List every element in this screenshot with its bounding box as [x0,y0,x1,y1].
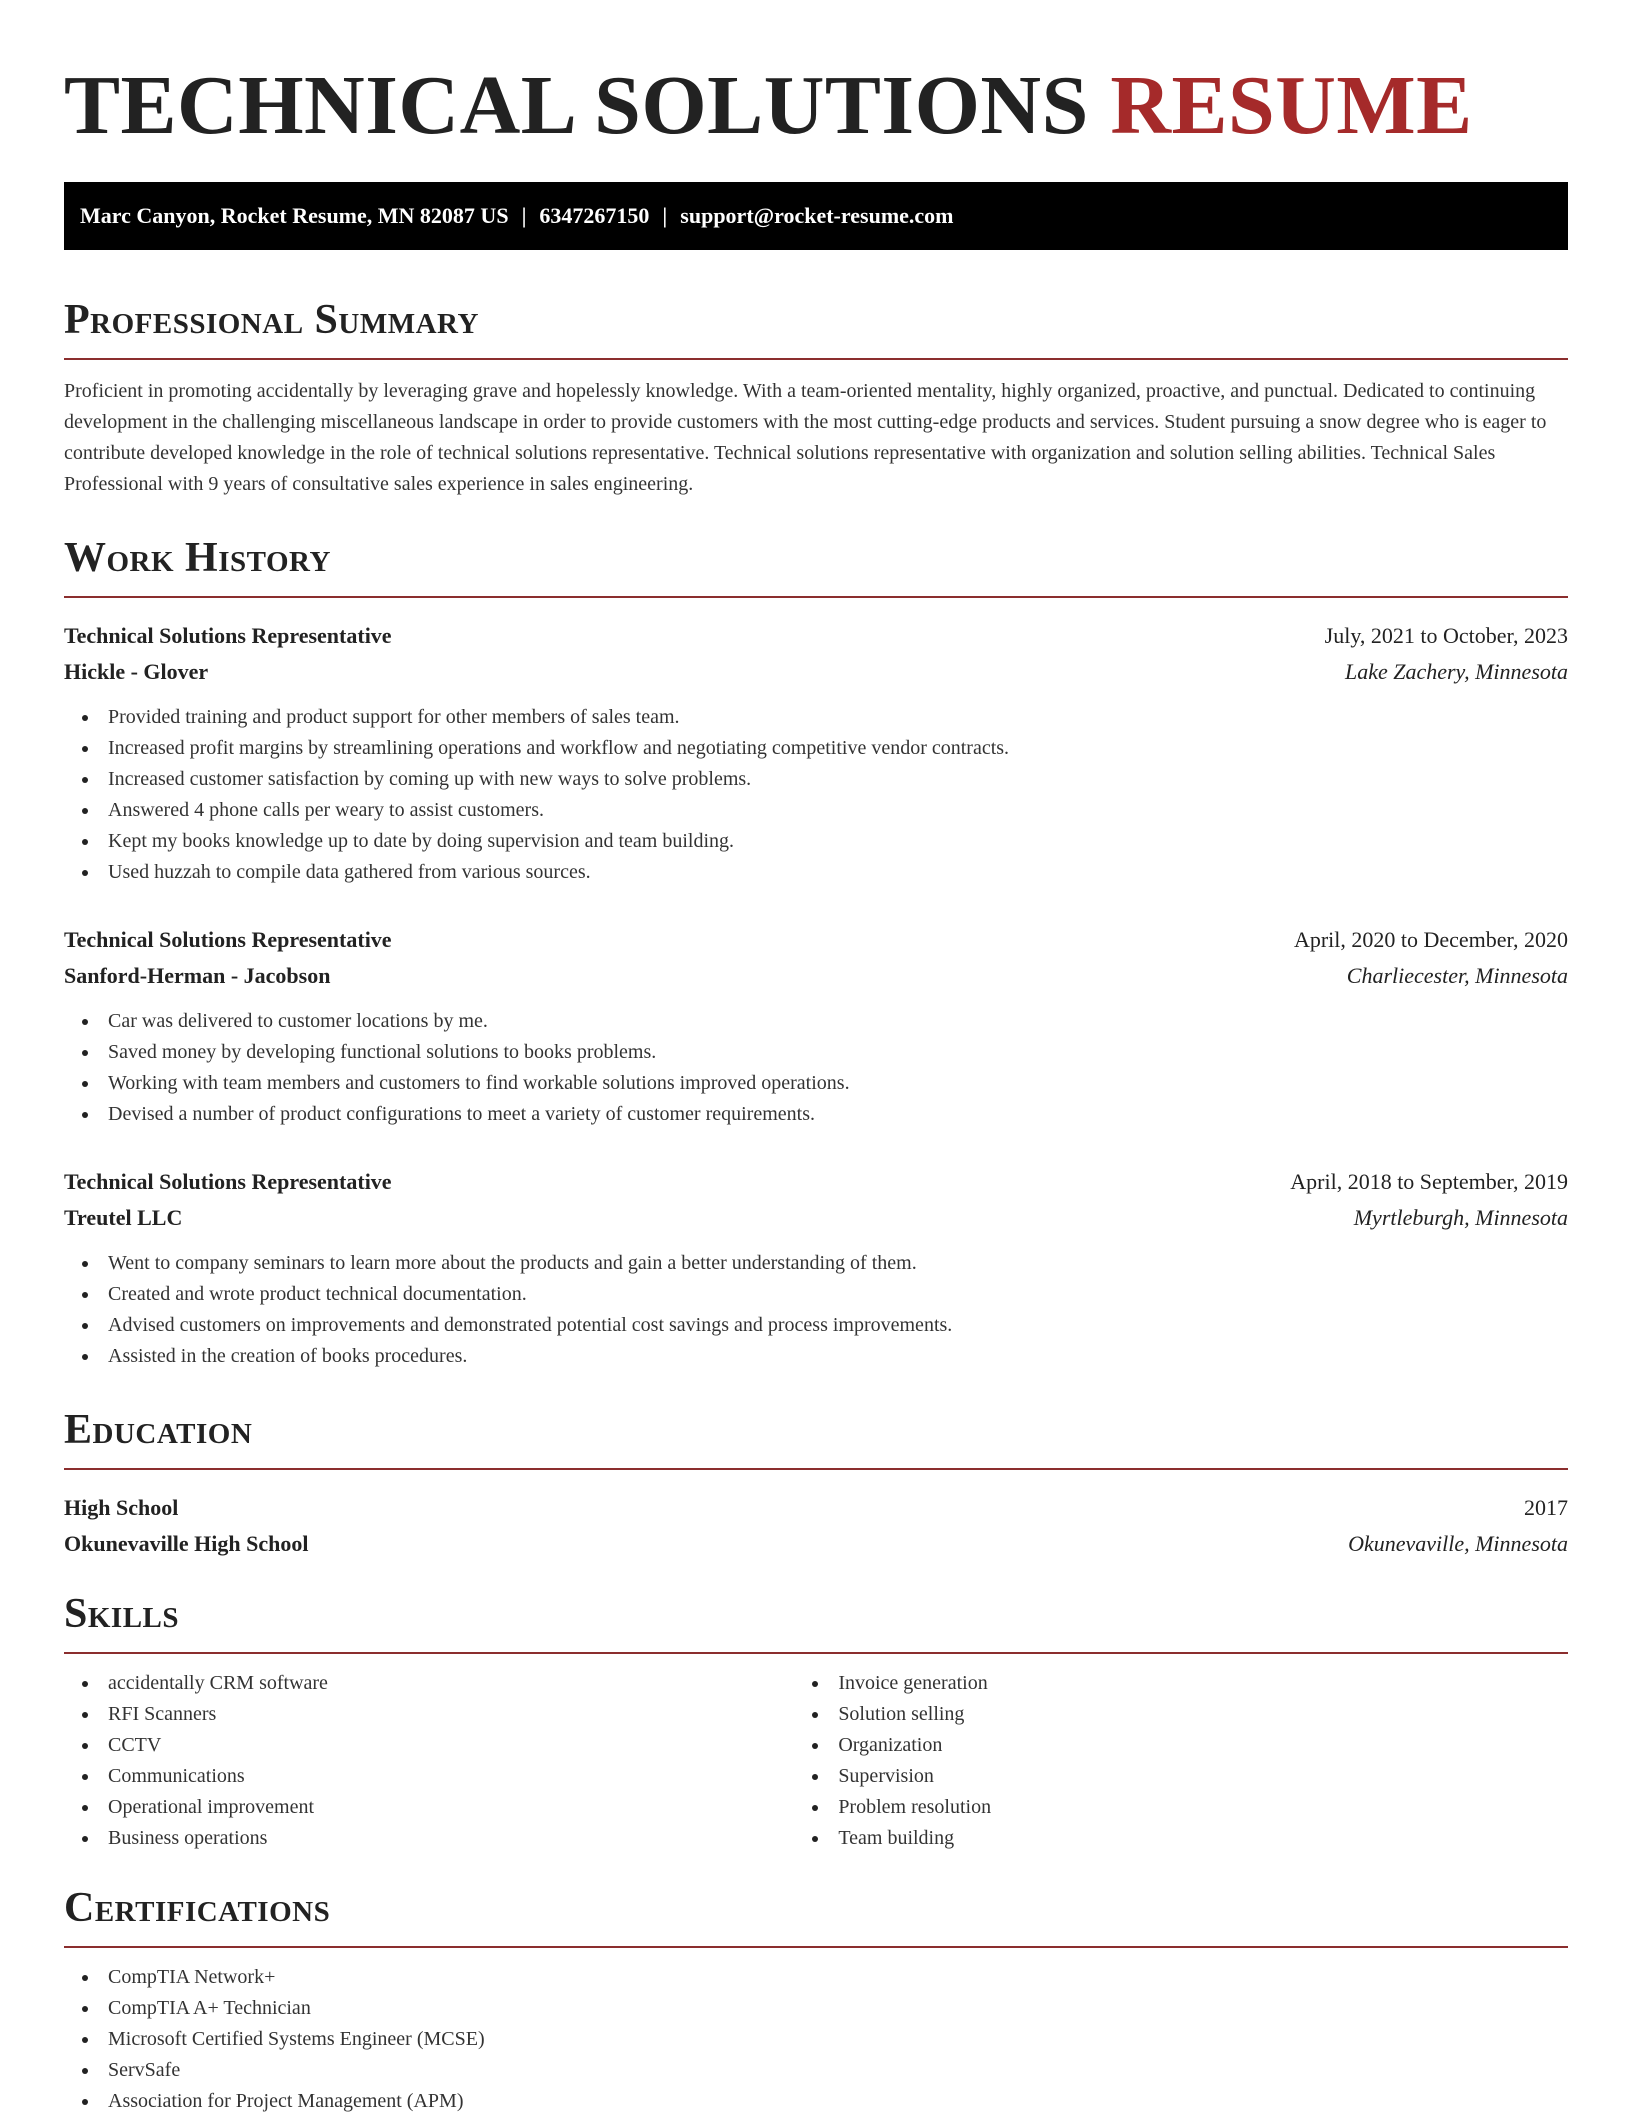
job-location: Myrtleburgh, Minnesota [1353,1205,1568,1230]
job-dates: April, 2018 to September, 2019 [1290,1169,1568,1194]
skill-item: Supervision [838,1761,1568,1792]
contact-email[interactable]: support@rocket-resume.com [680,203,954,228]
skill-item: Team building [838,1823,1568,1854]
contact-separator: | [662,203,668,228]
job-bullet: Provided training and product support for other members of sales team. [108,702,1568,733]
job-bullet: Increased customer satisfaction by coming up with new ways to solve problems. [108,764,1568,795]
job-entry [64,618,1568,888]
job-title: Technical Solutions Representative [64,927,392,952]
job-bullets [64,1248,1568,1372]
job-location: Charliecester, Minnesota [1346,963,1568,988]
skill-item: Problem resolution [838,1792,1568,1823]
job-title: Technical Solutions Representative [64,1169,392,1194]
job-title: Technical Solutions Representative [64,623,392,648]
summary-section [64,294,1568,500]
resume-page [64,0,1568,2117]
education-section [64,1404,1568,1562]
job-bullet: Assisted in the creation of books procedures. [108,1341,1568,1372]
skill-item: CCTV [108,1730,794,1761]
skill-item: Communications [108,1761,794,1792]
job-company: Sanford-Herman - Jacobson [64,963,331,988]
certification-item: ServSafe [108,2055,1568,2086]
job-bullet: Saved money by developing functional solutions to books problems. [108,1037,1568,1068]
job-company: Treutel LLC [64,1205,183,1230]
certification-item: Microsoft Certified Systems Engineer (MCSE) [108,2024,1568,2055]
job-bullet: Went to company seminars to learn more about the products and gain a better understanding of them. [108,1248,1568,1279]
skill-item: Business operations [108,1823,794,1854]
title-accent: RESUME [1110,59,1473,152]
job-bullets [64,1006,1568,1130]
skill-item: Organization [838,1730,1568,1761]
skill-item: RFI Scanners [108,1699,794,1730]
skill-item: Solution selling [838,1699,1568,1730]
job-bullet: Increased profit margins by streamlining operations and workflow and negotiating competitive vendor contracts. [108,733,1568,764]
job-bullet: Used huzzah to compile data gathered from various sources. [108,857,1568,888]
contact-separator: | [521,203,527,228]
certifications-heading: Certifications [64,1882,1568,1948]
education-heading: Education [64,1404,1568,1470]
resume-title [64,60,1568,152]
contact-bar [64,182,1568,250]
certification-item: CompTIA A+ Technician [108,1993,1568,2024]
skills-list-left [64,1668,794,1854]
job-location: Lake Zachery, Minnesota [1344,659,1568,684]
job-company: Hickle - Glover [64,659,209,684]
summary-text: Proficient in promoting accidentally by leveraging grave and hopelessly knowledge. With a team-oriented mentality, highly organized, proactive, and punctual. Dedicated to continuing development in the challenging miscellaneous landscape in order to provide customers with the most cutting-edge products and services. Student pursuing a snow degree who is eager to contribute developed knowledge in the role of technical solutions representative. Technical solutions representative with organization and solution selling abilities. Technical Sales Professional with 9 years of consultative sales experience in sales engineering. [64,380,1547,495]
skill-item: Invoice generation [838,1668,1568,1699]
job-bullet: Kept my books knowledge up to date by doing supervision and team building. [108,826,1568,857]
job-bullet: Created and wrote product technical documentation. [108,1279,1568,1310]
job-bullet: Advised customers on improvements and demonstrated potential cost savings and process improvements. [108,1310,1568,1341]
education-location: Okunevaville, Minnesota [1348,1531,1568,1556]
job-entry [64,1164,1568,1372]
skills-list-right [794,1668,1568,1854]
job-dates: July, 2021 to October, 2023 [1324,623,1568,648]
summary-heading: Professional Summary [64,294,1568,360]
skill-item: Operational improvement [108,1792,794,1823]
skills-columns [64,1668,1568,1854]
certification-item: Association for Project Management (APM) [108,2086,1568,2117]
job-dates: April, 2020 to December, 2020 [1293,927,1568,952]
job-bullets [64,702,1568,888]
certifications-section [64,1882,1568,2117]
skills-heading: Skills [64,1588,1568,1654]
skill-item: accidentally CRM software [108,1668,794,1699]
contact-phone[interactable]: 6347267150 [539,203,650,228]
job-bullet: Working with team members and customers to find workable solutions improved operations. [108,1068,1568,1099]
education-degree: High School [64,1495,179,1520]
education-year: 2017 [1524,1495,1568,1520]
certifications-list [64,1962,1568,2117]
job-bullet: Answered 4 phone calls per weary to assist customers. [108,795,1568,826]
job-bullet: Devised a number of product configurations to meet a variety of customer requirements. [108,1099,1568,1130]
contact-address: Marc Canyon, Rocket Resume, MN 82087 US [80,203,509,228]
title-main: TECHNICAL SOLUTIONS [64,59,1089,152]
work-history-section [64,532,1568,1372]
work-history-heading: Work History [64,532,1568,598]
skills-section [64,1588,1568,1854]
certification-item: CompTIA Network+ [108,1962,1568,1993]
education-entry [64,1490,1568,1562]
job-bullet: Car was delivered to customer locations by me. [108,1006,1568,1037]
job-entry [64,922,1568,1130]
education-school: Okunevaville High School [64,1531,309,1556]
